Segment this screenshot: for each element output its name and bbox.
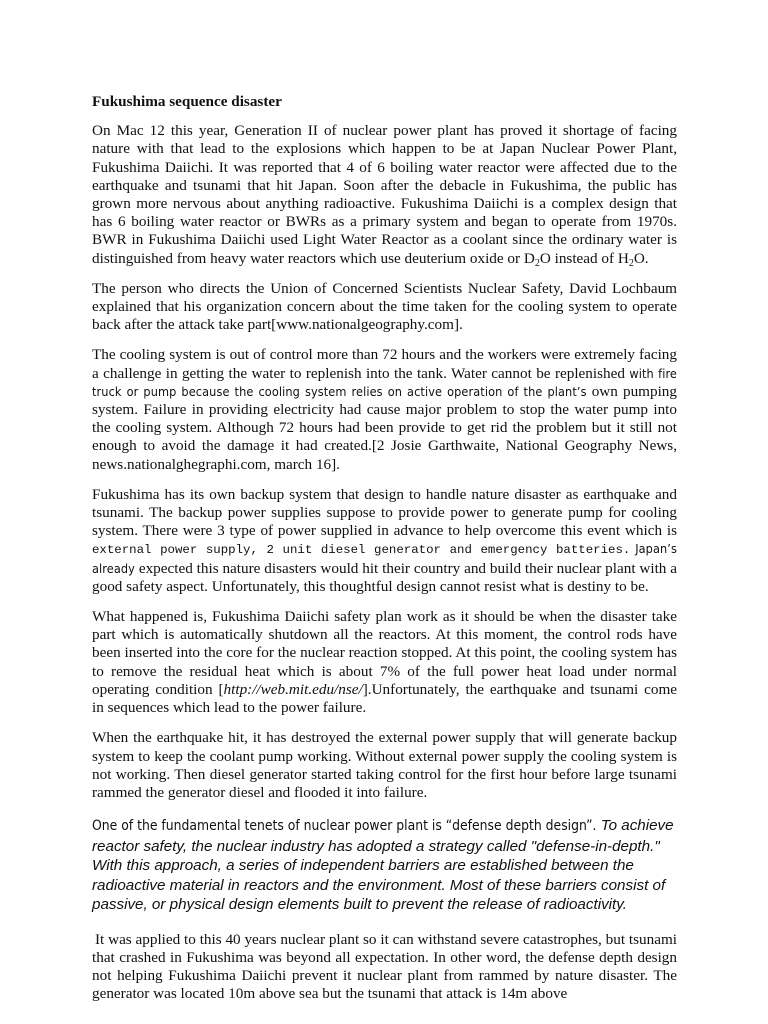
paragraph-4-condensed-text: Japan’s already [92,541,677,576]
paragraph-3-text-2: own pumping system. Failure in providing electricity had cause major problem to stop the water pump into the cooling system. Although 72 hours had been provide to get rid the problem but it still not enough to avoid the damage it had created.[2 Josie Garthwaite, National Geography News, news.nationalghegraphi.com, march 16]. [92,382,677,473]
paragraph-8: It was applied to this 40 years nuclear plant so it can withstand severe catastrophes, but tsunami that crashed in Fukushima was beyond all expectation. In other word, the defense depth design not helping Fukushima Daiichi prevent it nuclear plant from rammed by nature disaster. The generator was located 10m above sea but the tsunami that attack is 14m above [92,930,677,1003]
paragraph-5-text-2: ].Unfortunately, the earthquake and tsunami come in sequences which lead to the power failure. [92,680,678,717]
subscript: 2 [534,257,540,269]
paragraph-4-text: Fukushima has its own backup system that design to handle nature disaster as earthquake and tsunami. The backup power supplies suppose to provide power to generate pump for cooling system. There were 3 type of power supplied in advance to help overcome this event which is [92,485,677,540]
paragraph-5-text: What happened is, Fukushima Daiichi safety plan work as it should be when the disaster take part which is automatically shutdown all the reactors. At this moment, the control rods have been inserted into the core for the nuclear reaction stopped. At this point, the cooling system has to remove the residual heat which is about 7% of the full power heat load under normal operating condition [ [92,608,677,698]
paragraph-2: The person who directs the Union of Concerned Scientists Nuclear Safety, David Lochbaum explained that his organization concern about the time taken for the cooling system to operate back after the attack take part[www.nationalgeography.com]. [92,279,677,334]
paragraph-6: When the earthquake hit, it has destroyed the external power supply that will generate backup system to keep the coolant pump working. Without external power supply the cooling system is not working. Then diesel generator started taking control for the first hour before large tsunami rammed the generator diesel and flooded it into failure. [92,729,677,801]
paragraph-1-text-2: O instead of H [539,249,629,267]
paragraph-4 [92,486,677,596]
paragraph-1 [92,122,677,268]
defense-depth-lead: One of the fundamental tenets of nuclear power plant is “defense depth design”. [92,818,597,835]
paragraph-3-condensed-text: with fire truck or pump because the cooling system relies on active operation of the plant’s [92,365,677,399]
paragraph-7 [92,816,677,915]
mit-link[interactable]: http://web.mit.edu/nse/ [223,680,363,698]
paragraph-4-text-2: expected this nature disasters would hit their country and build their nuclear plant with a good safety aspect. Unfortunately, this thoughtful design cannot resist what is destiny to be. [92,559,677,595]
paragraph-3 [92,346,677,473]
paragraph-1-text: On Mac 12 this year, Generation II of nuclear power plant has proved it shortage of facing nature with that lead to the explosions which happen to be at Japan Nuclear Power Plant, Fukushima Daiichi. It was reported that 4 of 6 boiling water reactor were affected due to the earthquake and tsunami that hit Japan. Soon after the debacle in Fukushima, the public has grown more nervous about anything radioactive. Fukushima Daiichi is a complex design that has 6 boiling water reactor or BWRs as a primary system and began to operate from 1970s. BWR in Fukushima Daiichi used Light Water Reactor as a coolant since the ordinary water is distinguished from heavy water reactors which use deuterium oxide or D [92,122,677,267]
document-title: Fukushima sequence disaster [92,93,282,110]
defense-in-depth-quote: To achieve reactor safety, the nuclear industry has adopted a strategy called "defense-in-depth." With this approach, a series of independent barriers are established between the radioactive material in reactors and the environment. Most of these barriers consist of passive, or physical design elements built to prevent the release of radioactivity. [92,817,674,914]
subscript: 2 [628,257,634,269]
paragraph-3-text: The cooling system is out of control more than 72 hours and the workers were extremely facing a challenge in getting the water to replenish into the tank. Water cannot be replenished [92,346,677,382]
paragraph-4-mono-text: external power supply, 2 unit diesel generator and emergency batteries. [92,543,631,558]
paragraph-1-text-3: O. [633,249,649,267]
paragraph-5 [92,608,677,717]
